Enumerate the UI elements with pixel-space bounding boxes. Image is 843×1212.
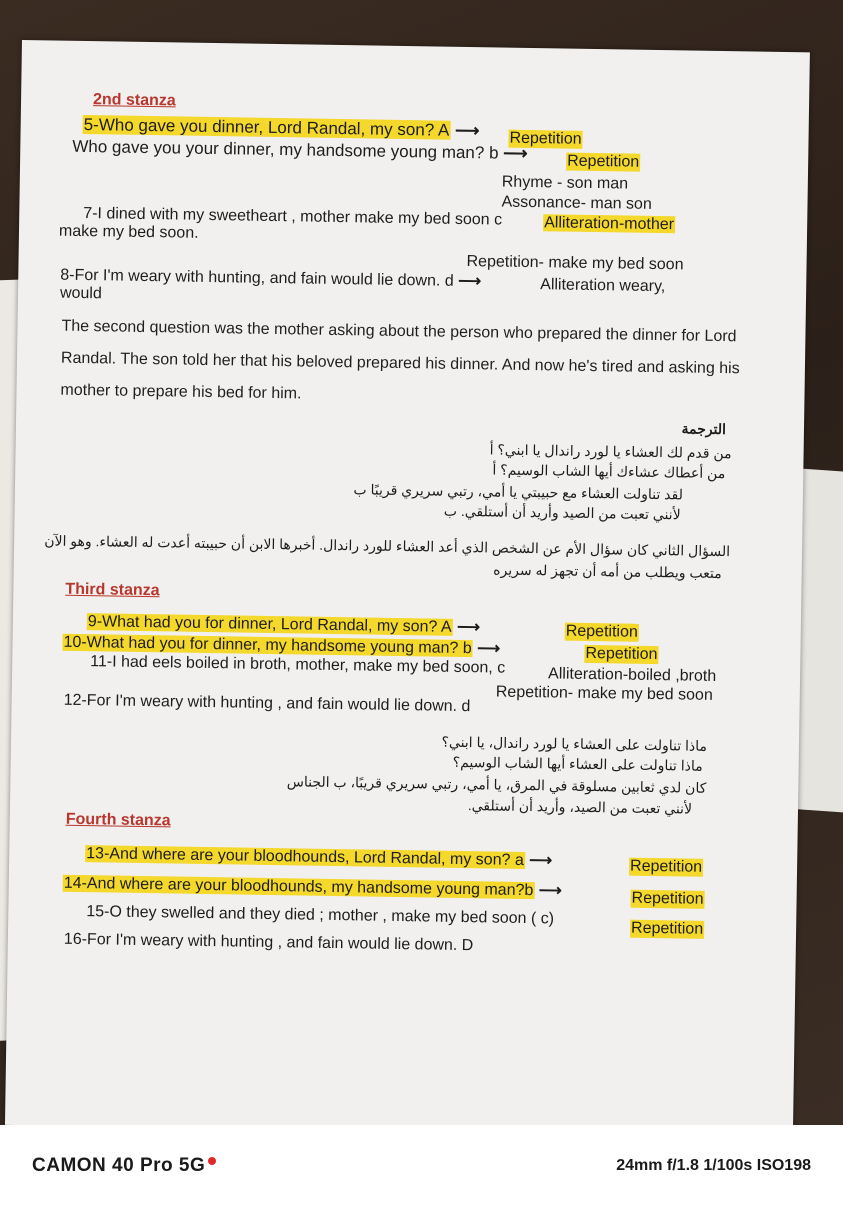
stanza3-arabic-line2: ماذا تناولت على العشاء أيها الشاب الوسيم؟: [452, 753, 703, 774]
stanza4-line2: [63, 873, 562, 901]
arrow-icon: ⟶: [538, 882, 562, 900]
stanza3-heading: Third stanza: [65, 580, 160, 600]
arrow-icon: ⟶: [454, 120, 480, 141]
stanza2-arabic-line2: من أعطاك عشاءك أيها الشاب الوسيم؟ أ: [492, 461, 726, 482]
stanza2-line2-note: Repetition: [567, 152, 640, 171]
stanza3-repetition-note: Repetition- make my bed soon: [495, 683, 713, 704]
arrow-icon: ⟶: [458, 272, 482, 291]
stanza2-line4-note: Alliteration weary,: [540, 276, 666, 296]
stanza2-line3-note: [543, 214, 675, 234]
line-text: Who gave you your dinner, my handsome young man? b: [72, 136, 499, 163]
stanza3-line4: 12-For I'm weary with hunting , and fain would lie down. d: [63, 691, 471, 716]
note-text: Alliteration-mother: [544, 214, 675, 234]
stanza3-line2-note: Repetition: [585, 644, 658, 664]
camera-model: [32, 1155, 216, 1177]
camera-model-text: CAMON 40 Pro 5G: [32, 1155, 206, 1176]
stanza3-arabic-line3: كان لدي ثعابين مسلوقة في المرق، يا أمي، رتبي سريري قريبًا، ب الجناس: [286, 773, 707, 796]
assonance-note: Assonance- man son: [501, 193, 652, 213]
stanza4-line2-note: Repetition: [631, 889, 704, 908]
arrow-icon: ⟶: [529, 852, 553, 870]
stanza4-line1: [85, 843, 552, 870]
translation-title: الترجمة: [681, 420, 727, 438]
stanza2-arabic-line1: من قدم لك العشاء يا لورد راندال يا ابني؟ أ: [489, 441, 732, 462]
stanza4-line3-note: Repetition: [630, 919, 704, 938]
stanza2-line1-note: Repetition: [509, 129, 582, 148]
arrow-icon: ⟶: [503, 143, 528, 163]
camera-specs: 24mm f/1.8 1/100s ISO198: [616, 1157, 811, 1174]
stanza3-arabic-line4: لأنني تعبت من الصيد، وأريد أن أستلقي.: [467, 797, 693, 817]
stanza3-line1-note: Repetition: [565, 622, 638, 641]
red-dot-icon: [208, 1157, 216, 1165]
arrow-icon: ⟶: [477, 640, 501, 658]
stanza2-arabic-line4: لأنني تعبت من الصيد وأريد أن أستلقي. ب: [443, 502, 681, 523]
document-page: [5, 40, 810, 1137]
explanation-paragraph: The second question was the mother asking about the person who prepared the dinner for Lord Randal. The son told her that his beloved prepared his dinner. And now he's tired and asking his mother to prepare his bed for him.: [60, 317, 740, 403]
stanza3-arabic-line1: ماذا تناولت على العشاء يا لورد راندال، يا ابني؟: [441, 733, 708, 754]
stanza2-line4: [60, 265, 481, 292]
stanza4-line3: 15-O they swelled and they died ; mother , make my bed soon ( c): [86, 903, 555, 928]
stanza2-arabic-line3: لقد تناولت العشاء مع حبيبتي يا أمي، رتبي سريري قريبًا ب: [353, 481, 684, 503]
arabic-paragraph-line1: السؤال الثاني كان سؤال الأم عن الشخص الذي أعد العشاء للورد راندال. أخبرها الابن أن حبيبته أعدت له العشاء. وهو الآن: [44, 532, 731, 560]
stanza4-heading: Fourth stanza: [65, 810, 171, 830]
arabic-paragraph-line2: متعب ويطلب من أمه أن تجهز له سريره: [493, 561, 722, 582]
stanza3-line3-note: Alliteration-boiled ,broth: [547, 665, 717, 685]
stanza2-line4-cont: would: [59, 284, 102, 303]
camera-watermark-bar: [0, 1125, 843, 1212]
stanza4-line1-note: Repetition: [629, 857, 703, 876]
stanza3-line3: 11-I had eels boiled in broth, mother, make my bed soon, c: [90, 653, 506, 677]
line-text: 10-What had you for dinner, my handsome young man? b: [63, 633, 472, 658]
stanza2-heading: 2nd stanza: [92, 91, 176, 110]
rhyme-note: Rhyme - son man: [501, 173, 629, 193]
stanza2-line3-cont: make my bed soon.: [58, 222, 199, 242]
line-text: 13-And where are your bloodhounds, Lord Randal, my son? a: [86, 845, 524, 869]
line-text: 14-And where are your bloodhounds, my handsome young man?b: [63, 874, 534, 900]
line-text: 9-What had you for dinner, Lord Randal, my son? A: [87, 613, 452, 636]
line-text: 8-For I'm weary with hunting, and fain would lie down. d: [60, 266, 454, 290]
line-text: 5-Who gave you dinner, Lord Randal, my son? A: [83, 114, 450, 140]
stanza2-repetition-note: Repetition- make my bed soon: [466, 253, 684, 274]
stanza4-line4: 16-For I'm weary with hunting , and fain would lie down. D: [63, 930, 474, 955]
stanza2-line3: 7-I dined with my sweetheart , mother make my bed soon c: [83, 204, 503, 229]
arrow-icon: ⟶: [456, 618, 481, 637]
